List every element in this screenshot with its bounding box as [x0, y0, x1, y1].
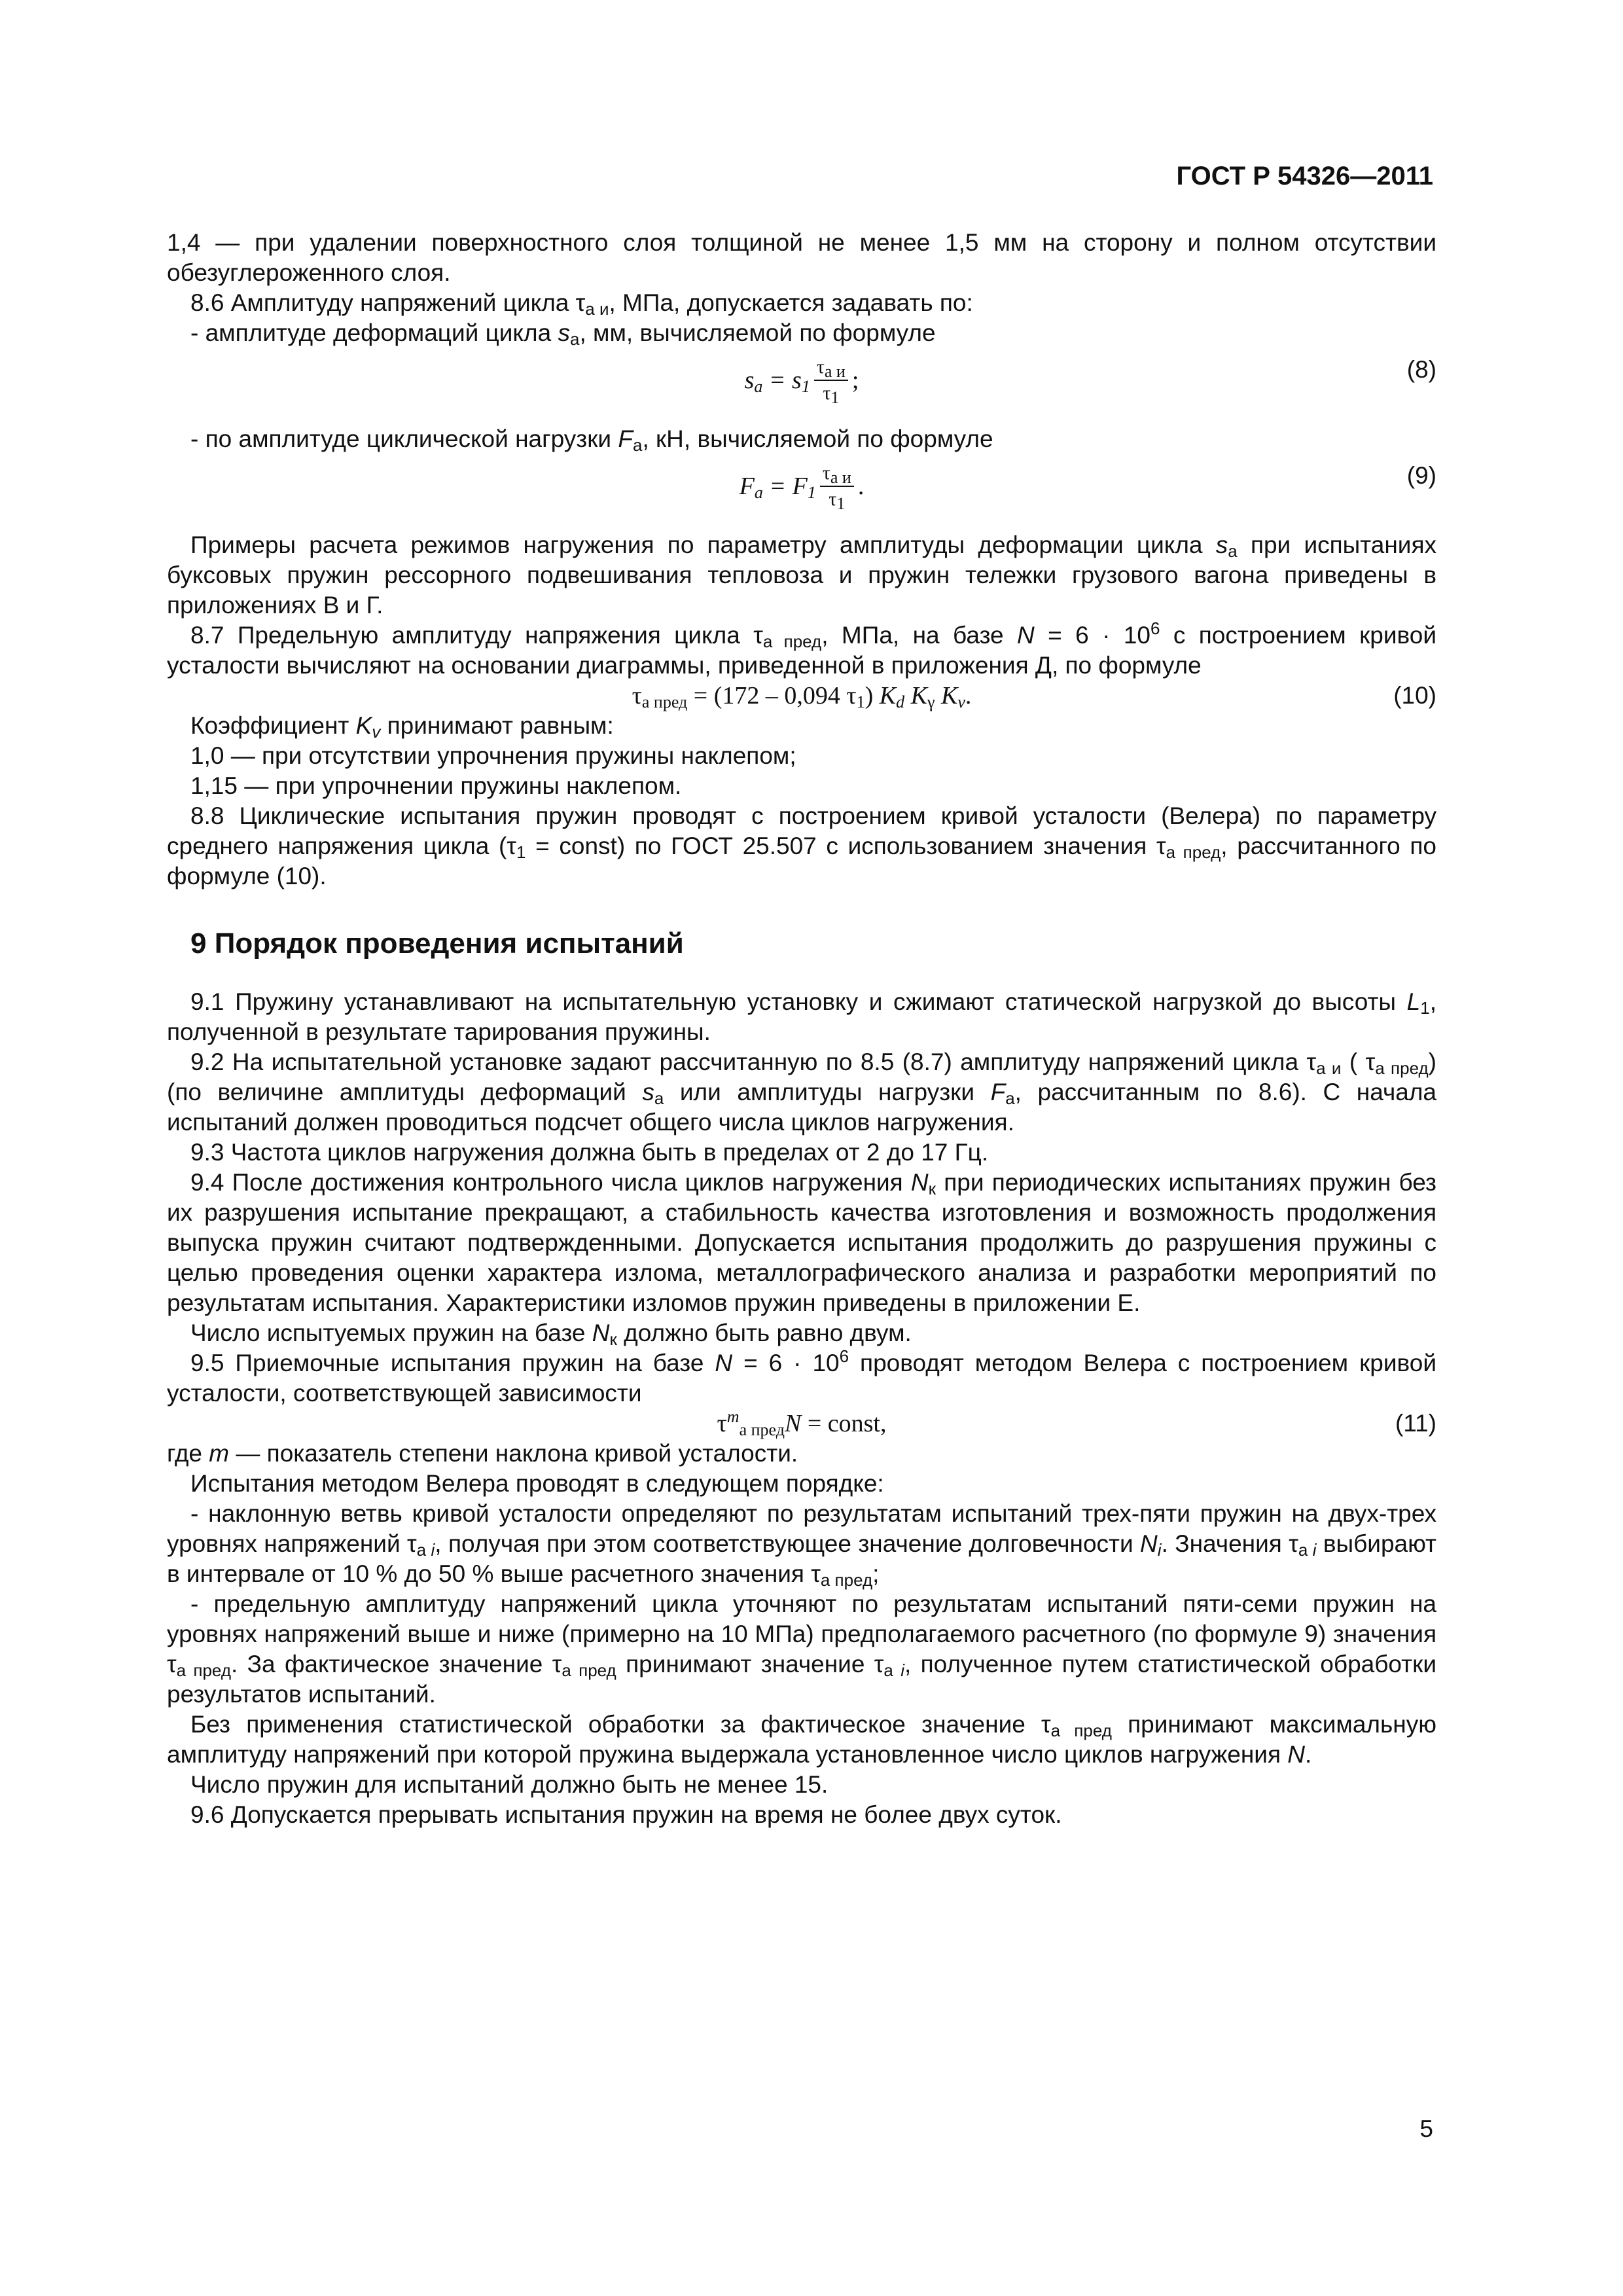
- formula-expression: $s_a = s_1$ $\frac{\tau_{а и}}{\tau_1}$ ;: [744, 356, 859, 407]
- paragraph: 9.1 Пружину устанавливают на испытательную установку и сжимают статической нагрузкой до высоты $L_1$, полученной в результате тарирования пружины.: [167, 988, 1436, 1045]
- paragraph: 9.6 Допускается прерывать испытания пружин на время не более двух суток.: [190, 1801, 1062, 1828]
- fraction-formula: [167, 348, 1436, 424]
- section-heading: 9 Порядок проведения испытаний: [190, 927, 684, 960]
- paragraph: - наклонную ветвь кривой усталости определяют по результатам испытаний трех-пяти пружин на двух-трех уровнях напряжений $\tau_{а i}$, получая при этом соответствующее значение долговечности $N_i$. Значения $\tau_{а i}$ выбирают в интервале от 10 % до 50 % выше расчетного значения $\tau_{а пред}$;: [167, 1500, 1436, 1590]
- paragraph: - амплитуде деформаций цикла $s_a$, мм, вычисляемой по формуле: [190, 319, 936, 349]
- paragraph: 1,0 — при отсутствии упрочнения пружины наклепом;: [190, 742, 796, 769]
- formula-number: (10): [1393, 682, 1436, 709]
- formula-expression: $\tau^m_{а пред}N$ = const,: [717, 1407, 887, 1439]
- paragraph: Без применения статистической обработки за фактическое значение $\tau_{а пред}$ принимают максимальную амплитуду напряжений при которой пружина выдержала установленное число циклов нагружения N.: [167, 1711, 1436, 1768]
- paragraph: 9.5 Приемочные испытания пружин на базе $N = 6 \cdot 10^6$ проводят методом Велера с построением кривой усталости, соответствующей зависимости: [167, 1346, 1437, 1407]
- document-body: [167, 228, 1436, 1830]
- fraction: $\frac{\tau_{а и}}{\tau_1}$: [820, 461, 854, 512]
- paragraph: 8.6 Амплитуду напряжений цикла $\tau_{а и}$, МПа, допускается задавать по:: [190, 289, 973, 319]
- paragraph: 9.2 На испытательной установке задают рассчитанную по 8.5 (8.7) амплитуду напряжений цикла $\tau_{а и}$ ( $\tau_{а пред}$) (по величине амплитуды деформаций $s_a$ или амплитуды нагрузки $F_a$, рассчитанным по 8.6). С начала испытаний должен проводиться подсчет общего числа циклов нагружения.: [167, 1049, 1436, 1136]
- formula-expression: $\tau_{а пред} = (172 - 0,094$ $\tau_1$) $K_d$ $K_\gamma$ $K_v$.: [632, 682, 972, 711]
- formula-number: (9): [1406, 462, 1436, 489]
- paragraph: Число пружин для испытаний должно быть не менее 15.: [190, 1771, 829, 1798]
- fraction: $\frac{\tau_{а и}}{\tau_1}$: [814, 355, 848, 406]
- document-code-header: ГОСТ Р 54326—2011: [1176, 162, 1433, 190]
- formula-expression: $F_a = F_1$ $\frac{\tau_{а и}}{\tau_1}$ .: [739, 462, 865, 513]
- formula-number: (8): [1406, 356, 1436, 383]
- formula: [167, 681, 1436, 711]
- paragraph: 1,15 — при упрочнении пружины наклепом.: [190, 772, 682, 799]
- paragraph: 8.8 Циклические испытания пружин проводят с построением кривой усталости (Велера) по параметру среднего напряжения цикла ($\tau_1$ = const) по ГОСТ 25.507 с использованием значения $\tau_{а пред}$, рассчитанного по формуле (10).: [167, 802, 1436, 889]
- page-number: 5: [1419, 2115, 1433, 2142]
- paragraph: Примеры расчета режимов нагружения по параметру амплитуды деформации цикла $s_a$ при испытаниях буксовых пружин рессорного подвешивания тепловоза и пружин тележки грузового вагона приведены в приложениях В и Г.: [167, 531, 1436, 619]
- paragraph: Испытания методом Велера проводят в следующем порядке:: [190, 1470, 884, 1497]
- paragraph: Коэффициент $K_v$ принимают равным:: [190, 712, 614, 742]
- paragraph: 1,4 — при удалении поверхностного слоя толщиной не менее 1,5 мм на сторону и полном отсутствии обезуглероженного слоя.: [167, 229, 1436, 286]
- formula: [167, 1408, 1436, 1439]
- fraction-formula: [167, 454, 1436, 530]
- paragraph: - предельную амплитуду напряжений цикла уточняют по результатам испытаний пяти-семи пружин на уровнях напряжений выше и ниже (примерно на 10 МПа) предполагаемого расчетного (по формуле 9) значения $\tau_{а пред}$. За фактическое значение $\tau_{а пред}$ принимают значение $\tau_{а i}$, полученное путем статистической обработки результатов испытаний.: [167, 1590, 1436, 1708]
- paragraph: 8.7 Предельную амплитуду напряжения цикла $\tau_{а пред}$, МПа, на базе $N = 6 \cdot 10^6$ с построением кривой усталости вычисляют на основании диаграммы, приведенной в приложения Д, по формуле: [167, 619, 1436, 679]
- formula-number: (11): [1395, 1410, 1436, 1437]
- paragraph: - по амплитуде циклической нагрузки $F_a$, кН, вычисляемой по формуле: [190, 425, 993, 455]
- paragraph: 9.3 Частота циклов нагружения должна быть в пределах от 2 до 17 Гц.: [190, 1139, 989, 1166]
- paragraph: Число испытуемых пружин на базе $N_к$ должно быть равно двум.: [190, 1319, 912, 1349]
- paragraph: где m — показатель степени наклона кривой усталости.: [167, 1440, 798, 1467]
- paragraph: 9.4 После достижения контрольного числа циклов нагружения $N_к$ при периодических испытаниях пружин без их разрушения испытание прекращают, а стабильность качества изготовления и возможность продолжения выпуска пружин считают подтвержденными. Допускается испытания продолжить до разрушения пружины с целью проведения оценки характера излома, металлографического анализа и разработки мероприятий по результатам испытания. Характеристики изломов пружин приведены в приложении Е.: [167, 1169, 1436, 1316]
